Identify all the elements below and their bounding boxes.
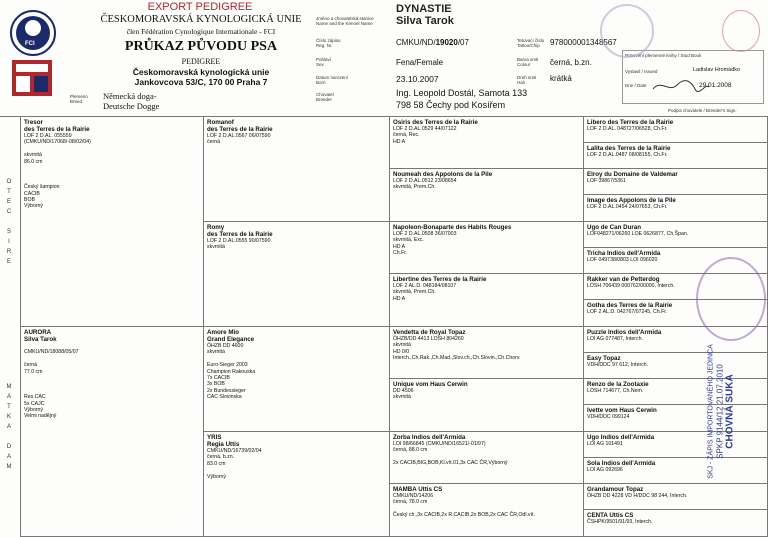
dog-detail-line: Výborný xyxy=(24,203,44,210)
dog-detail-line: LOSH 706439 000762/00000, Interch. xyxy=(587,283,675,289)
stamp-line-1: SKJ - ZÁPIS IMPORTOVANÉHO JEDINCA xyxy=(707,344,715,479)
import-stamp xyxy=(696,257,766,527)
dog-detail-line: LOF048271/06260 LOE 0626877, Ch.Špan. xyxy=(587,231,689,237)
reg-label xyxy=(316,38,341,48)
dog-detail-line: 86.0 cm xyxy=(24,158,43,165)
dog-detail-line: Champion Rakouska xyxy=(207,368,256,375)
pedigree-cell-g-s1 xyxy=(584,117,768,143)
dog-name-line: AURORA xyxy=(24,329,52,336)
pedigree-cell-g-s4 xyxy=(584,195,768,222)
doc-title: PRŮKAZ PŮVODU PSA xyxy=(124,39,278,54)
pedigree-cell-dds xyxy=(390,432,584,484)
dog-detail-line: skvrnitá xyxy=(393,342,411,349)
name-label-cz: Jméno a chovatelská stanice xyxy=(316,16,374,21)
dog-name-line: Romanof xyxy=(207,119,234,126)
pedigree-cell-sss xyxy=(390,117,584,169)
tattoo-label-cz: Tetovací číslo xyxy=(517,38,545,43)
doc-subtitle: PEDIGREE xyxy=(181,57,221,66)
stamp-line-2: SPKP 9144/12 21.07.2010 xyxy=(715,364,725,459)
tattoo-label-en: Tattoo/Chip xyxy=(517,43,540,48)
sex-label xyxy=(316,57,331,67)
dog-name-line: des Terres de la Rairie xyxy=(207,126,273,133)
pedigree-table xyxy=(0,116,768,537)
dog-name-1: DYNASTIE xyxy=(396,3,452,15)
dog-name-line: Libertine des Terres de la Rairie xyxy=(393,276,487,283)
breeder-label-en: Breeder xyxy=(316,97,333,102)
dog-detail-line: HD A xyxy=(393,295,406,302)
breed-label xyxy=(70,94,88,104)
dog-name-line: Ugo de Can Duran xyxy=(587,224,641,231)
breeder-sign-label: Podpis chovatele / Breeder's Sign. xyxy=(668,108,737,113)
tattoo-value: 978000001348567 xyxy=(550,38,617,47)
sex-label-cz: Pohlaví xyxy=(316,57,332,62)
fci-emblem-icon xyxy=(8,8,58,100)
org-fci: člen Fédération Cynologique Internationale - FCI xyxy=(126,27,276,36)
dog-detail-line: Český ch.,3x CACIB,2x R.CACIB,2x BOB,2x CAC ČR,Odl.vít. xyxy=(393,512,535,519)
dog-detail-line: skvrnitá xyxy=(207,244,225,251)
dog-detail-line: LOI 98/66845 (CMKU/ND/16521/-01/97) xyxy=(393,441,486,447)
name-label xyxy=(316,16,374,26)
dog-name-line: Grandamour Topaz xyxy=(587,486,644,493)
hair-label xyxy=(517,75,536,85)
header xyxy=(0,0,768,116)
dog-detail-line: skvrnitá xyxy=(24,152,42,159)
pedigree-cell-sds xyxy=(390,222,584,274)
dog-detail-line: LOF 049738/0803 LOI 096020 xyxy=(587,257,658,263)
reg-label-cz: Číslo zápisu xyxy=(316,38,341,43)
dog-detail-line: LOI AG 077487, Interch. xyxy=(587,336,643,342)
dog-detail-line: ÖHZB/DD 4413 LOSH 804260 xyxy=(393,336,464,342)
dog-detail-line: Interch.,Ch.Rak.,Ch.Mad.,Slov.ch.,Ch.Slovin.,Ch.Chorv. xyxy=(393,355,521,362)
dog-detail-line: LOF 2 D.AL. 055559 xyxy=(24,133,72,139)
dam-side-label: M A T K A D A M xyxy=(6,384,12,470)
breed-label-cz: Plemeno xyxy=(70,94,88,99)
reg-suffix: /07 xyxy=(457,38,469,47)
breeder-label-cz: Chovatel xyxy=(316,92,334,97)
dog-detail-line: černá, b.zn. xyxy=(207,454,235,461)
colour-label-cz: Barva srsti xyxy=(517,57,539,62)
studbook-box xyxy=(622,50,764,104)
dog-detail-line: Výborný xyxy=(24,407,44,414)
dog-name-line: Elroy du Domaine de Valdemar xyxy=(587,171,678,178)
pedigree-cell-g-s5 xyxy=(584,222,768,248)
dog-detail-line: LOF 2 D.AL.0454 24/07653, Ch.Fr. xyxy=(587,204,668,210)
dog-name-line: Romy xyxy=(207,224,225,231)
dog-detail-line: LOF 2 D.AL.0555 90/07590 xyxy=(207,238,271,244)
sex-label-en: Sex xyxy=(316,62,324,67)
breeder-line-2: 798 58 Čechy pod Kosířem xyxy=(396,100,506,110)
reg-number xyxy=(396,38,469,47)
breed-label-en: Breed xyxy=(70,99,83,104)
dog-detail-line: VDH/DDC 099124 xyxy=(587,414,630,420)
dog-name-line: Image des Appolons de la Pile xyxy=(587,197,676,204)
dog-detail-line: 2x CACIB,BIG,BOB,Kl.vít.01,3x CAC ČR,Výborný xyxy=(393,460,508,467)
dog-detail-line: LOF 2 D.AL.0508 36/07003 xyxy=(393,231,457,237)
dog-detail-line: 3x BOB xyxy=(207,381,225,388)
dog-detail-line: ÖHZB DD 4228 VD H/DDC 98 244, Interch. xyxy=(587,493,688,499)
dog-detail-line: LOF 39867/5361 xyxy=(587,178,626,184)
dog-detail-line: CMKU/ND/14206 xyxy=(393,493,434,499)
dog-detail-line: CAC Slovinska xyxy=(207,394,242,401)
dog-name-line: Zorba Indios dell'Armida xyxy=(393,434,466,441)
issued-label: Vystavil / Issued xyxy=(625,69,658,74)
dob-label-cz: Datum narození xyxy=(316,75,349,80)
dog-detail-line: VDH/DDC 97 612, Interch. xyxy=(587,362,649,368)
dog-name-line: Osiris des Terres de la Rairie xyxy=(393,119,478,126)
breed-value-1: Německá doga- xyxy=(103,91,157,101)
colour-label-en: Colour xyxy=(517,62,531,67)
dog-name-line: Easy Topaz xyxy=(587,355,621,362)
dog-name-line: des Terres de la Rairie xyxy=(24,126,90,133)
dog-detail-line: DD 4506 xyxy=(393,388,414,394)
pedigree-cell-ddd xyxy=(390,484,584,537)
org-name: ČESKOMORAVSKÁ KYNOLOGICKÁ UNIE xyxy=(100,14,302,25)
pedigree-cell-dam xyxy=(20,327,204,537)
dog-detail-line: 5x CAJC xyxy=(24,400,45,407)
dog-detail-line: LOI AG 092696 xyxy=(587,467,623,473)
reg-bold: 19020 xyxy=(435,38,458,47)
dog-detail-line: 2x Bundessieger xyxy=(207,387,246,394)
dog-name-line: Amore Mio xyxy=(207,329,239,336)
dog-name-line: Napoleon-Bonaparte des Habits Rouges xyxy=(393,224,512,231)
dog-detail-line: HD A xyxy=(393,138,406,145)
dog-detail-line: 77.0 cm xyxy=(24,368,43,375)
dog-detail-line: LOF 2 D.AL. 048727/06528, Ch.Fr. xyxy=(587,126,668,132)
export-title: EXPORT PEDIGREE xyxy=(147,1,253,13)
dog-detail-line: HD 0/0 xyxy=(393,348,410,355)
breed-value-2: Deutsche Dogge xyxy=(103,101,160,111)
dog-detail-line: LOF 2 D.AL.0567 06/07590 xyxy=(207,133,271,139)
dog-detail-line: LOSH 714677, Ch.Nem. xyxy=(587,388,644,394)
pedigree-cell-sd xyxy=(204,222,390,327)
signature-icon xyxy=(651,77,711,95)
dog-name-line: Renzo de la Zootaxie xyxy=(587,381,649,388)
dog-detail-line: Euro-Sieger 2003 xyxy=(207,362,248,369)
fci-logo xyxy=(8,8,58,100)
hair-value: krátká xyxy=(550,74,572,83)
dog-detail-line: 83.0 cm xyxy=(207,460,226,467)
dog-name-line: Tricha Indios dell'Armida xyxy=(587,250,661,257)
sex-value: Fena/Female xyxy=(396,58,444,67)
dob-label xyxy=(316,75,348,85)
dog-detail-line: černá xyxy=(207,139,220,146)
sire-side-label: O T E C S I R E xyxy=(6,179,12,265)
dog-name-line: Silva Tarok xyxy=(24,336,57,343)
pedigree-cell-dsd xyxy=(390,379,584,432)
dog-name-line: Ugo Indios dell'Armida xyxy=(587,434,655,441)
dob-value: 23.10.2007 xyxy=(396,74,439,84)
dog-detail-line: Ch.Fr. xyxy=(393,250,408,257)
dog-detail-line: černá xyxy=(24,362,37,369)
issuer-name: Českomoravská kynologická unie xyxy=(132,67,270,77)
pedigree-cell-ss xyxy=(204,117,390,222)
reg-label-en: Reg. Nr. xyxy=(316,43,333,48)
dog-name-line: Unique vom Haus Cerwin xyxy=(393,381,468,388)
red-stamp-icon xyxy=(722,10,760,52)
dog-detail-line: LOI AG 101491 xyxy=(587,441,623,447)
dog-name-line: Lalita des Terres de la Rairie xyxy=(587,145,671,152)
dog-detail-line: LOF 2 D.AL.0512 23/08654 xyxy=(393,178,457,184)
pedigree-cell-ds xyxy=(204,327,390,432)
pedigree-cell-sire xyxy=(20,117,204,327)
stamp-line-3: CHOVNÁ SUKA xyxy=(724,374,736,449)
dog-name-line: Noumeah des Appolons de la Pile xyxy=(393,171,493,178)
pedigree-cell-dss xyxy=(390,327,584,379)
dob-label-en: Born xyxy=(316,80,326,85)
issue-date: 29.01.2008 xyxy=(699,82,732,89)
pedigree-cell-g-s2 xyxy=(584,143,768,169)
issued-by: Ladislav Hromádko xyxy=(693,67,741,73)
breeder-line-1: Ing. Leopold Dostál, Samota 133 xyxy=(396,88,528,98)
dog-detail-line: LOF 2 AL.D. 048184/08107 xyxy=(393,283,457,289)
date-label: Dne / Date xyxy=(625,83,647,88)
dog-detail-line: skvrnitá xyxy=(393,394,411,401)
dog-name-line: Vendetta de Royal Topaz xyxy=(393,329,466,336)
round-stamp-icon xyxy=(600,4,654,58)
pedigree-cell-ssd xyxy=(390,169,584,222)
dog-name-line: Gotha des Terres de la Rairie xyxy=(587,302,673,309)
dog-detail-line: černá, Rec. xyxy=(393,132,420,139)
breeder-value xyxy=(396,87,527,111)
dog-name-line: Libero des Terres de la Rairie xyxy=(587,119,674,126)
dog-name-line: Sola Indios dell'Armida xyxy=(587,460,656,467)
dog-name-line: MAMBA Uttis CS xyxy=(393,486,443,493)
dog-detail-line: LOF 2 AL.D. 042767/07245, Ch.Fr. xyxy=(587,309,668,315)
dog-detail-line: CMKU/ND/16739/02/04 xyxy=(207,448,262,454)
breeder-label xyxy=(316,92,334,102)
dog-detail-line: Res.CAC xyxy=(24,394,46,401)
reg-prefix: CMKU/ND/ xyxy=(396,38,436,47)
dog-detail-line: skvrnitá, Prem.Ch. xyxy=(393,184,436,191)
dog-detail-line: 7x CACIB xyxy=(207,375,230,382)
pedigree-cell-dd xyxy=(204,432,390,537)
dog-detail-line: černá, 88.0 cm xyxy=(393,447,428,454)
dog-detail-line: Velmi nadějný xyxy=(24,413,57,420)
dog-name-2: Silva Tarok xyxy=(396,15,454,27)
colour-label xyxy=(517,57,538,67)
dog-name-line: YRIS xyxy=(207,434,222,441)
pedigree-cell-g-s3 xyxy=(584,169,768,195)
dog-detail-line: ČSHPK/9501/91/93, Interch. xyxy=(587,519,653,525)
fci-label: FCI xyxy=(25,41,35,47)
dog-detail-line: CMKU/ND/18088/05/07 xyxy=(24,349,79,356)
dog-name-line: Puzzle Indios dell'Armida xyxy=(587,329,662,336)
studbook-label: Potvrzení plemenné knihy / Stud Book xyxy=(625,53,702,58)
dog-detail-line: LOF 2 D.AL.0529 44/07122 xyxy=(393,126,457,132)
dog-detail-line: Výborný xyxy=(207,473,227,480)
dog-detail-line: (CMKU/ND/17068/-08/02/04) xyxy=(24,139,91,146)
dog-detail-line: HD A xyxy=(393,243,406,250)
dog-detail-line: skvrnitá xyxy=(207,349,225,356)
breed-value xyxy=(103,91,159,111)
pedigree-cell-sdd xyxy=(390,274,584,327)
dog-name-line: Regia Uttis xyxy=(207,441,240,448)
issuer-address: Jankovcova 53/C, 170 00 Praha 7 xyxy=(134,77,268,87)
dog-name xyxy=(396,3,454,27)
colour-value: černá, b.zn. xyxy=(550,58,592,67)
dog-name-line: CENTA Uttis CS xyxy=(587,512,634,519)
dog-detail-line: skvrnitá, Exc. xyxy=(393,237,424,244)
dog-name-line: Grand Elegance xyxy=(207,336,255,343)
dog-name-line: des Terres de la Rairie xyxy=(207,231,273,238)
tattoo-label xyxy=(517,38,544,48)
dog-name-line: Rakker van de Petterdog xyxy=(587,276,660,283)
dog-name-line: Tresor xyxy=(24,119,43,126)
hair-label-en: Hair xyxy=(517,80,526,85)
dog-detail-line: BOB xyxy=(24,197,35,204)
name-label-en: Name and the Kennel Name xyxy=(316,21,373,26)
dog-name-line: Ivette vom Haus Cerwin xyxy=(587,407,657,414)
dog-detail-line: skvrnitá, Prem.Ch. xyxy=(393,289,436,296)
dog-detail-line: LOF 2 D.AL.0487 08/08155, Ch.Fr. xyxy=(587,152,668,158)
dog-detail-line: CACIB xyxy=(24,190,40,197)
import-stamp-text xyxy=(707,287,736,537)
dog-detail-line: černá, 78.0 cm xyxy=(393,499,428,506)
dog-detail-line: ÖHZB DD 4600 xyxy=(207,343,244,349)
hair-label-cz: Druh srsti xyxy=(517,75,537,80)
dog-detail-line: Český šampion xyxy=(24,184,60,191)
